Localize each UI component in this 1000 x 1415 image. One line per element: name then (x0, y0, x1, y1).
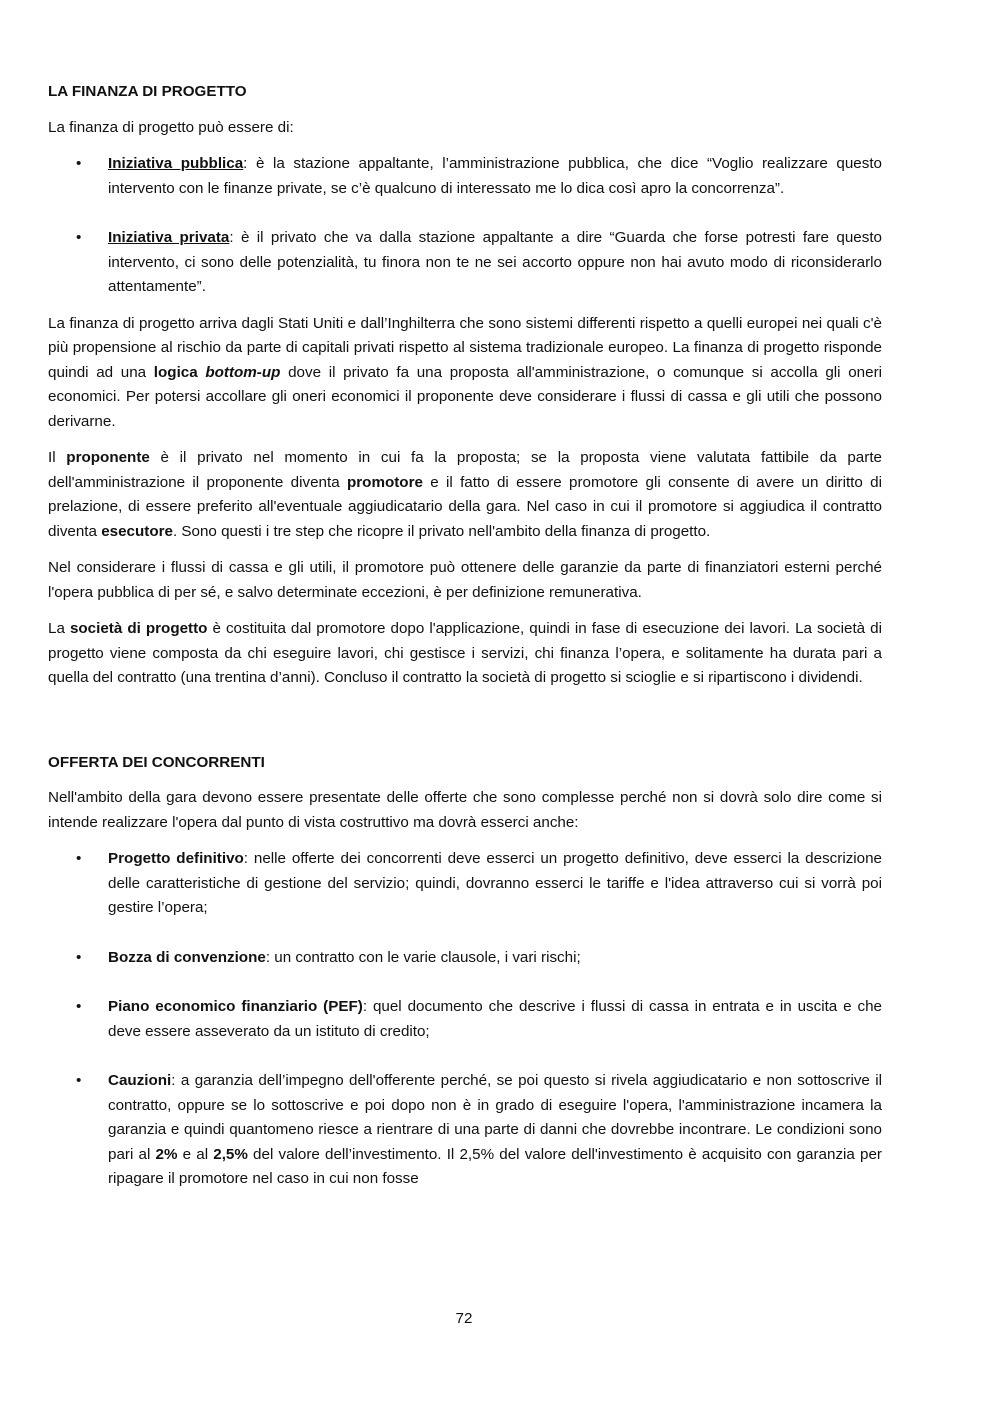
text-run: : a garanzia dell’impegno dell'offerente perché, se poi questo si rivela aggiudicatario e non sottoscrive il contratto, oppure se lo sottoscrive e poi dopo non è in grado di eseguire l'opera, l'amministrazione incamera la garanzia e quindi quantomeno riesce a rientrare di una parte di danni che dovrebbe incontrare. Le condizioni sono pari al (108, 1072, 882, 1163)
paragraph-societa (48, 617, 882, 691)
bold-term: proponente (66, 449, 150, 466)
text-run: Il (48, 449, 67, 466)
page-number: 72 (455, 1310, 473, 1327)
section-heading-finanza: LA FINANZA DI PROGETTO (48, 83, 247, 100)
text-run: e il fatto di essere promotore gli consente di avere un diritto di prelazione, di essere preferito all'eventuale aggiudicatario della gara. Nel caso in cui il promotore si aggiudica il contratto diventa (48, 473, 882, 540)
text-run: La finanza di progetto arriva dagli Stati Uniti e dall’Inghilterra che sono sistemi differenti rispetto a quelli europei nei quali c'è più propensione al rischio da parte di capitali privati rispetto al sistema tradizionale europeo. La finanza di progetto risponde quindi ad una (48, 314, 882, 381)
list-item-term: Iniziativa pubblica (108, 155, 244, 172)
list-item-term: Piano economico finanziario (PEF) (108, 998, 363, 1015)
bold-value: 2,5% (213, 1145, 248, 1163)
section-heading-offerta: OFFERTA DEI CONCORRENTI (48, 753, 265, 771)
bullet-icon: • (76, 948, 82, 966)
text-run: è il privato nel momento in cui fa la proposta; se la proposta viene valutata fattibile da parte dell'amministrazione il proponente diventa (48, 449, 882, 491)
list-item-text: : è la stazione appaltante, l’amministrazione pubblica, che dice “Voglio realizzare questo intervento con le finanze private, se c’è qualcuno di interessato me lo dica così apro la concorrenza”. (108, 155, 883, 197)
list-item (48, 847, 882, 921)
text-run: e al (177, 1145, 214, 1163)
bullet-icon: • (76, 229, 82, 246)
list-item-text: : quel documento che descrive i flussi di cassa in entrata e in uscita e che deve essere asseverato da un istituto di credito; (108, 998, 882, 1040)
section1-intro: La finanza di progetto può essere di: (48, 118, 294, 136)
bold-value: 2% (155, 1145, 178, 1163)
offer-list (48, 847, 882, 1192)
bold-term: esecutore (101, 522, 173, 540)
list-item-text: : nelle offerte dei concorrenti deve esserci un progetto definitivo, deve esserci la descrizione delle caratteristiche di gestione del servizio; quindi, dovranno esserci le tariffe e l'idea attraverso cui si vorrà poi gestire l’opera; (108, 850, 882, 916)
paragraph-proponente (48, 446, 882, 544)
bold-italic-term: bottom-up (205, 363, 281, 381)
bullet-icon: • (76, 850, 82, 867)
list-item-text: : è il privato che va dalla stazione appaltante a dire “Guarda che forse potresti fare questo intervento, ci sono delle potenzialità, tu finora non te ne sei accorto oppure non hai avuto modo di riconsiderarlo attentamente”. (108, 229, 882, 295)
text-run: La (48, 620, 70, 637)
list-item (48, 152, 882, 201)
text-run: dove il privato fa una proposta all'amministrazione, o comunque si accolla gli oneri economici. Per potersi accollare gli oneri economici il proponente deve considerare i flussi di cassa e gli utili che possono derivarne. (48, 363, 882, 430)
bold-term: società di progetto (69, 620, 208, 637)
list-item (48, 1069, 882, 1192)
list-item-text: : un contratto con le varie clausole, i vari rischi; (265, 948, 581, 966)
list-item (48, 946, 882, 971)
list-item (48, 995, 882, 1044)
paragraph-garanzie: Nel considerare i flussi di cassa e gli utili, il promotore può ottenere delle garanzie da parte di finanziatori esterni perché l'opera pubblica di per sé, e salvo determinate eccezioni, è per definizione remunerativa. (48, 559, 882, 601)
text-run: è costituita dal promotore dopo l'applicazione, quindi in fase di esecuzione dei lavori. La società di progetto viene composta da chi eseguire lavori, chi gestisce i servizi, chi finanza l’opera, e solitamente ha durata pari a quella del contratto (una trentina d’anni). Concluso il contratto la società di progetto si scioglie e si ripartiscono i dividendi. (48, 620, 882, 686)
list-item-term: Cauzioni (108, 1072, 172, 1089)
bullet-icon: • (76, 1072, 82, 1089)
list-item-term: Iniziativa privata (108, 229, 230, 246)
paragraph-origin (48, 312, 882, 435)
section2-intro: Nell'ambito della gara devono essere presentate delle offerte che sono complesse perché non si dovrà solo dire come si intende realizzare l'opera dal punto di vista costruttivo ma dovrà esserci anche: (48, 789, 882, 831)
bold-term: logica (153, 363, 206, 381)
document-page (48, 80, 882, 1204)
text-run: . Sono questi i tre step che ricopre il privato nell'ambito della finanza di progetto. (172, 522, 711, 540)
list-item (48, 226, 882, 300)
bold-term: promotore (346, 473, 423, 491)
bullet-icon: • (76, 998, 82, 1015)
bullet-icon: • (76, 155, 82, 172)
list-item-term: Bozza di convenzione (108, 948, 266, 966)
section-spacer (48, 703, 882, 751)
text-run: del valore dell’investimento. Il 2,5% del valore dell'investimento è acquisito con garanzia per ripagare il promotore nel caso in cui non fosse (108, 1145, 882, 1187)
list-item-term: Progetto definitivo (108, 850, 244, 867)
initiative-list (48, 152, 882, 300)
